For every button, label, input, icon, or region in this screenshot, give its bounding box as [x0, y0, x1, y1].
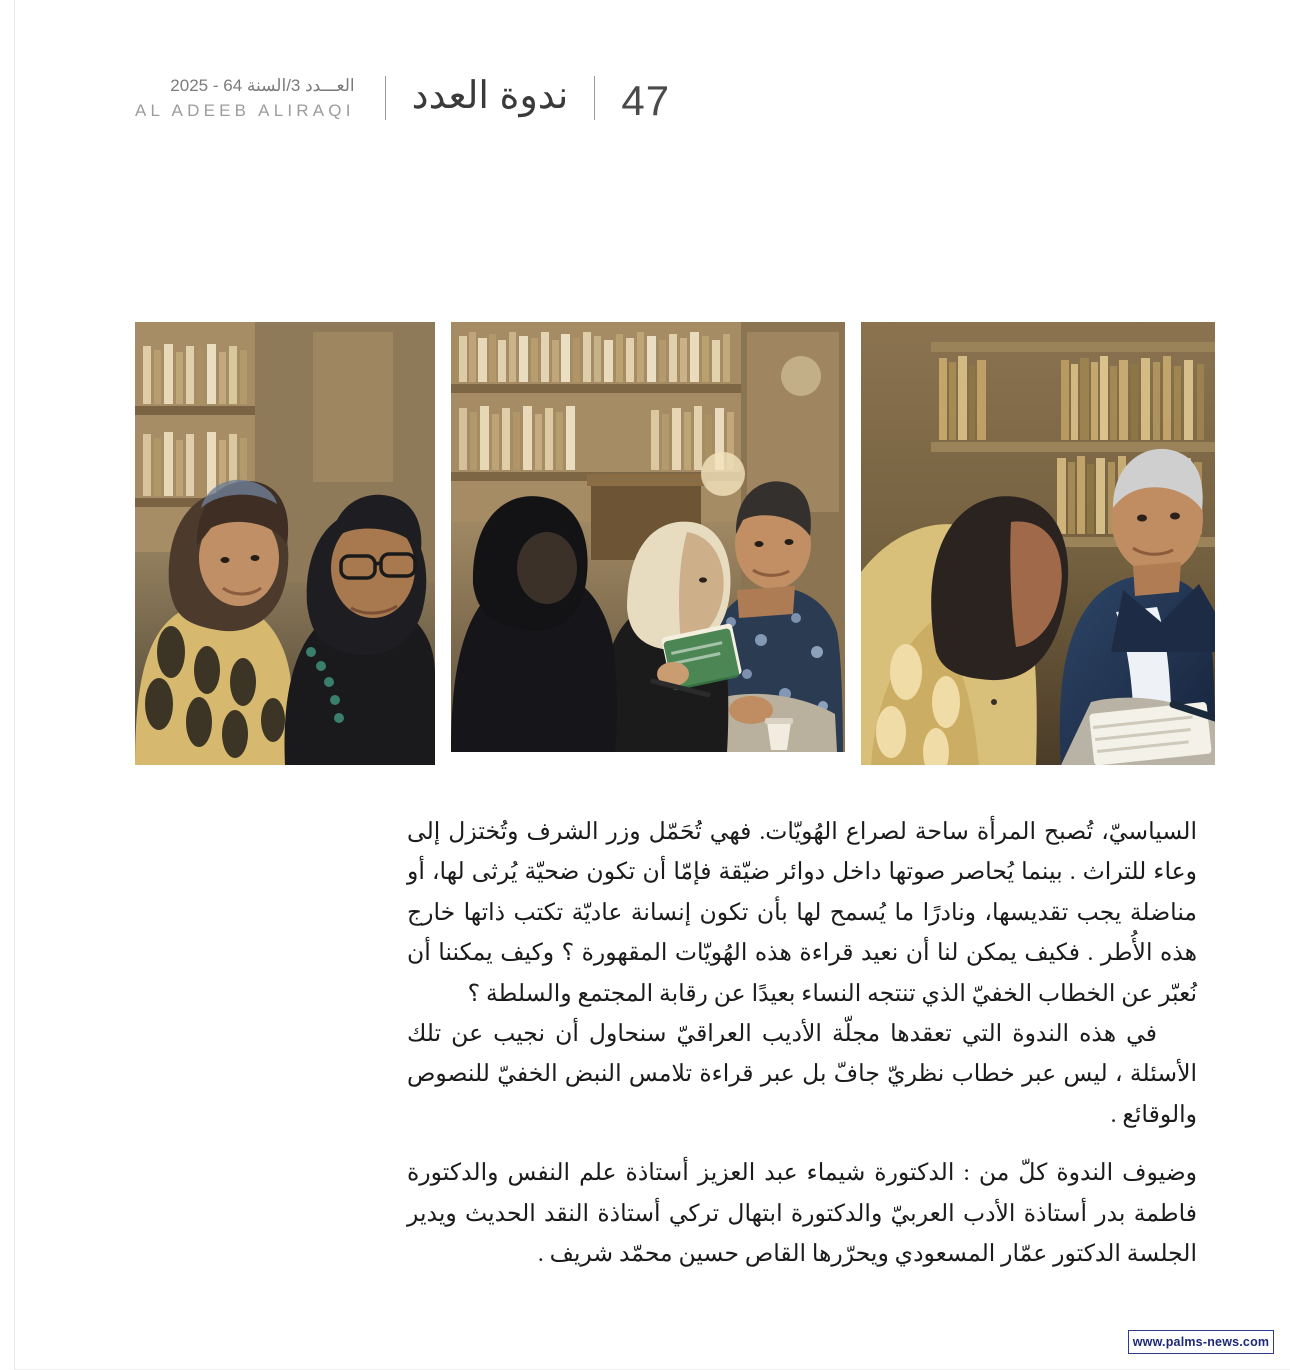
header-divider-1	[594, 76, 595, 120]
photo-left-illustration	[861, 322, 1215, 765]
site-watermark[interactable]	[1128, 1330, 1274, 1354]
article-paragraph-1: السياسيّ، تُصبح المرأة ساحة لصراع الهُويّات. فهي تُحَمّل وزر الشرف وتُختزل إلى وعاء للتراث . بينما يُحاصر صوتها داخل دوائر ضيّقة فإمّا أن تكون ضحيّة يُرثى لها، أو مناضلة يجب تقديسها، ونادرًا ما يُسمح لها بأن تكون إنسانة عاديّة تكتب ذاتها خارج هذه الأُطر . فكيف يمكن لنا أن نعيد قراءة هذه الهُويّات المقهورة ؟ وكيف يمكننا أن نُعبّر عن الخطاب الخفيّ الذي تنتجه النساء بعيدًا عن رقابة المجتمع والسلطة ؟	[407, 819, 1198, 1007]
photo-right-illustration	[135, 322, 435, 765]
article-body	[407, 812, 1197, 1274]
page-header	[15, 62, 1290, 134]
page-content-area	[15, 0, 1290, 1370]
header-divider-2	[385, 76, 386, 120]
issue-info	[135, 68, 355, 128]
photo-gallery	[85, 322, 1215, 765]
magazine-latin-name: AL ADEEB ALIRAQI	[135, 101, 355, 120]
article-paragraph-2: في هذه الندوة التي تعقدها مجلّة الأديب العراقيّ سنحاول أن نجيب عن تلك الأسئلة ، ليس عبر خطاب نظريّ جافّ بل عبر قراءة تلامس النبض الخفيّ للنصوص والوقائع .	[407, 1021, 1197, 1128]
section-title: ندوة العدد	[411, 75, 569, 117]
photo-left	[861, 322, 1215, 765]
page-number: 47	[621, 77, 671, 124]
photo-right	[135, 322, 435, 765]
photo-center	[451, 322, 845, 752]
article-paragraph-3: وضيوف الندوة كلّ من : الدكتورة شيماء عبد العزيز أستاذة علم النفس والدكتورة فاطمة بدر أستاذة الأدب العربيّ والدكتورة ابتهال تركي أستاذة النقد الحديث ويدير الجلسة الدكتور عمّار المسعودي ويحرّرها القاص حسين محمّد شريف .	[407, 1160, 1197, 1268]
photo-center-illustration	[451, 322, 845, 752]
issue-number-line: العـــدد 3/السنة 64 - 2025	[170, 75, 355, 95]
site-watermark-text: www.palms-news.com	[1132, 1335, 1270, 1349]
page-left-margin	[0, 0, 15, 1370]
